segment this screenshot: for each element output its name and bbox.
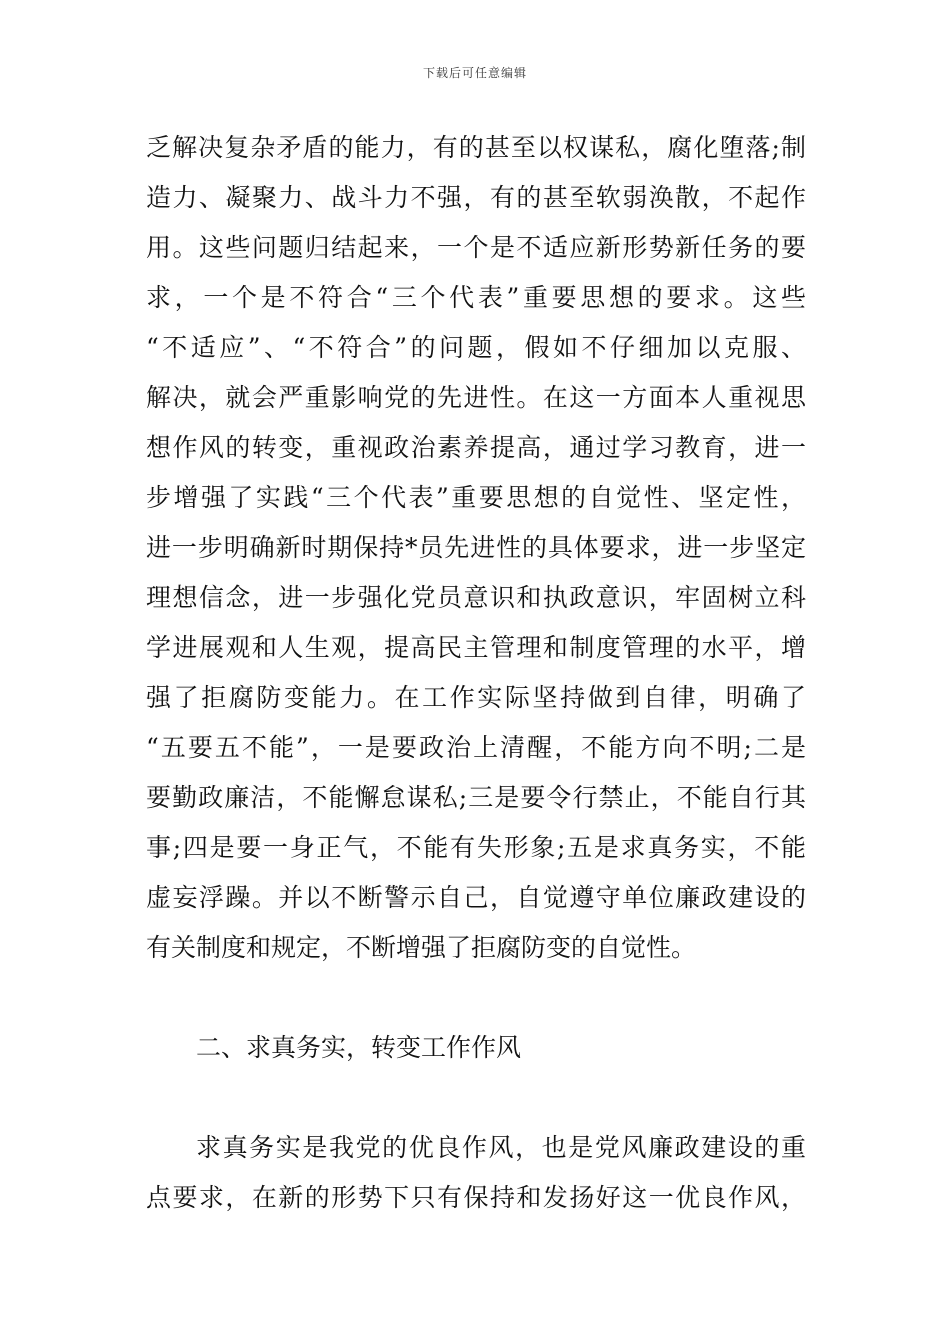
paragraph-line: 有关制度和规定，不断增强了拒腐防变的自觉性。 [146, 933, 697, 962]
paragraph-line: “五要五不能”，一是要政治上清醒，不能方向不明;二是 [146, 733, 806, 762]
page-header: 下载后可任意编辑 [422, 66, 527, 80]
paragraph-line: 求，一个是不符合“三个代表”重要思想的要求。这些 [146, 283, 806, 312]
paragraph-line: 解决，就会严重影响党的先进性。在这一方面本人重视思 [146, 383, 806, 412]
paragraph-line: 强了拒腐防变能力。在工作实际坚持做到自律，明确了 [146, 683, 806, 712]
paragraph-line: 学进展观和人生观，提高民主管理和制度管理的水平，增 [146, 633, 806, 662]
paragraph-line: 点要求，在新的形势下只有保持和发扬好这一优良作风， [146, 1183, 806, 1212]
paragraph-line: 事;四是要一身正气，不能有失形象;五是求真务实，不能 [146, 833, 806, 862]
paragraph-line: 步增强了实践“三个代表”重要思想的自觉性、坚定性， [146, 483, 806, 512]
paragraph-line: 用。这些问题归结起来，一个是不适应新形势新任务的要 [146, 233, 806, 262]
paragraph-line: 想作风的转变，重视政治素养提高，通过学习教育，进一 [146, 433, 806, 462]
paragraph-line: 求真务实是我党的优良作风，也是党风廉政建设的重 [196, 1133, 806, 1162]
paragraph-line: 理想信念，进一步强化党员意识和执政意识，牢固树立科 [146, 583, 806, 612]
paragraph-line: 要勤政廉洁，不能懈怠谋私;三是要令行禁止，不能自行其 [146, 783, 806, 812]
paragraph-line: 进一步明确新时期保持*员先进性的具体要求，进一步坚定 [146, 533, 806, 562]
paragraph-line: 造力、凝聚力、战斗力不强，有的甚至软弱涣散，不起作 [146, 183, 806, 212]
section-heading: 二、求真务实，转变工作作风 [196, 1033, 522, 1062]
paragraph-line: “不适应”、“不符合”的问题，假如不仔细加以克服、 [146, 333, 806, 362]
paragraph-line: 虚妄浮躁。并以不断警示自己，自觉遵守单位廉政建设的 [146, 883, 806, 912]
paragraph-line: 乏解决复杂矛盾的能力，有的甚至以权谋私，腐化堕落;制 [146, 133, 806, 162]
